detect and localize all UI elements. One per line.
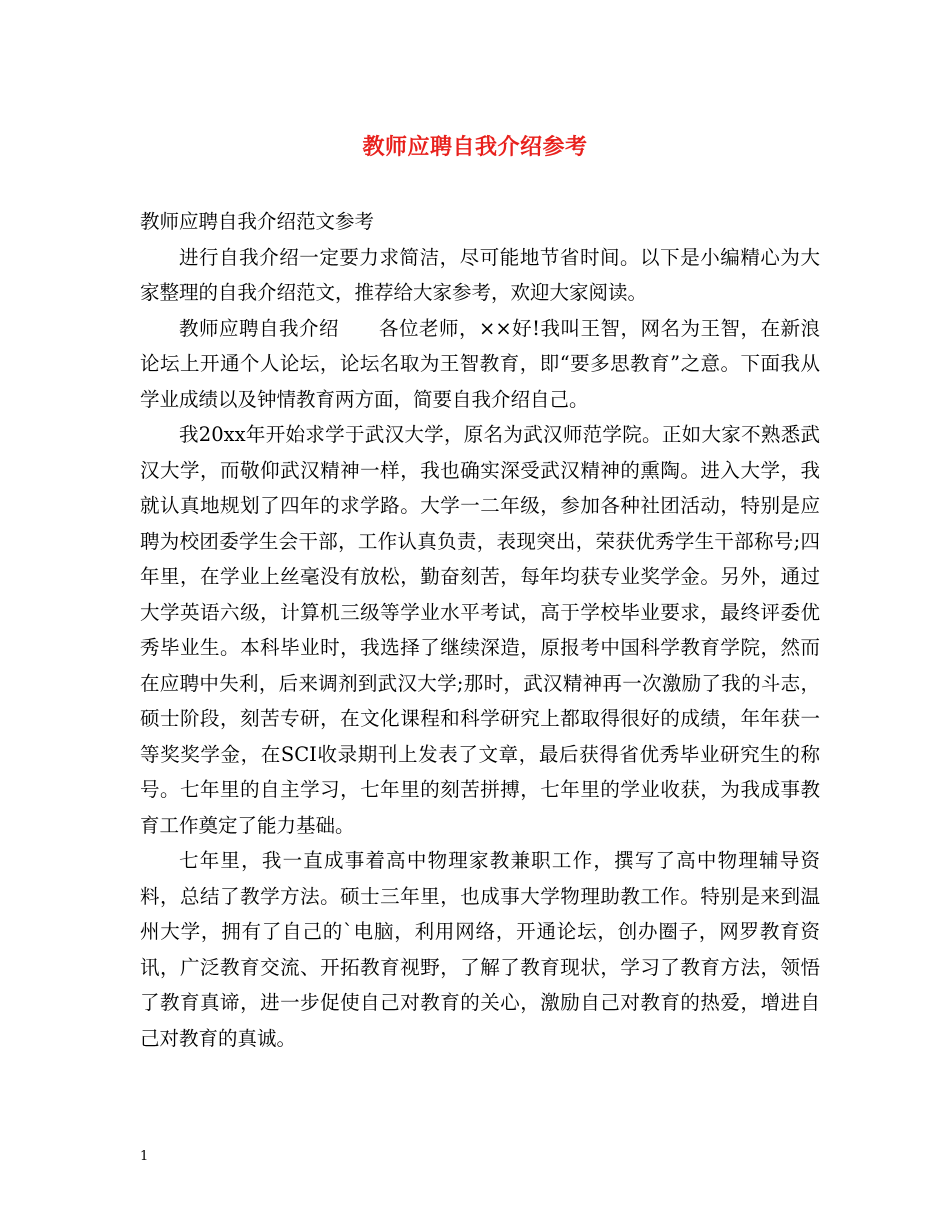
paragraph-greeting: 教师应聘自我介绍 各位老师，××好!我叫王智，网名为王智，在新浪论坛上开通个人论坛，论坛名取为王智教育，即“要多思教育”之意。下面我从学业成绩以及钟情教育两方面，简要自我介绍自己。: [140, 316, 820, 411]
paragraph-education: 我20xx年开始求学于武汉大学，原名为武汉师范学院。正如大家不熟悉武汉大学，而敬仰武汉精神一样，我也确实深受武汉精神的熏陶。进入大学，我就认真地规划了四年的求学路。大学一二年级，参加各种社团活动，特别是应聘为校团委学生会干部，工作认真负责，表现突出，荣获优秀学生干部称号;四年里，在学业上丝毫没有放松，勤奋刻苦，每年均获专业奖学金。另外，通过大学英语六级，计算机三级等学业水平考试，高于学校毕业要求，最终评委优秀毕业生。本科毕业时，我选择了继续深造，原报考中国科学教育学院，然而在应聘中失利，后来调剂到武汉大学;那时，武汉精神再一次激励了我的斗志，硕士阶段，刻苦专研，在文化课程和科学研究上都取得很好的成绩，年年获一等奖奖学金，在SCI收录期刊上发表了文章，最后获得省优秀毕业研究生的称号。七年里的自主学习，七年里的刻苦拼搏，七年里的学业收获，为我成事教育工作奠定了能力基础。: [140, 423, 820, 837]
document-body: [140, 204, 820, 1056]
paragraph-intro: 进行自我介绍一定要力求简洁，尽可能地节省时间。以下是小编精心为大家整理的自我介绍范文，推荐给大家参考，欢迎大家阅读。: [140, 245, 820, 304]
document-subtitle: 教师应聘自我介绍范文参考: [140, 210, 375, 233]
document-title: 教师应聘自我介绍参考: [362, 134, 588, 160]
paragraph-teaching-experience: 七年里，我一直成事着高中物理家教兼职工作，撰写了高中物理辅导资料，总结了教学方法。硕士三年里，也成事大学物理助教工作。特别是来到温州大学，拥有了自己的`电脑，利用网络，开通论坛，创办圈子，网罗教育资讯，广泛教育交流、开拓教育视野，了解了教育现状，学习了教育方法，领悟了教育真谛，进一步促使自己对教育的关心，激励自己对教育的热爱，增进自己对教育的真诚。: [140, 849, 820, 1050]
page-number: 1: [140, 1149, 149, 1164]
